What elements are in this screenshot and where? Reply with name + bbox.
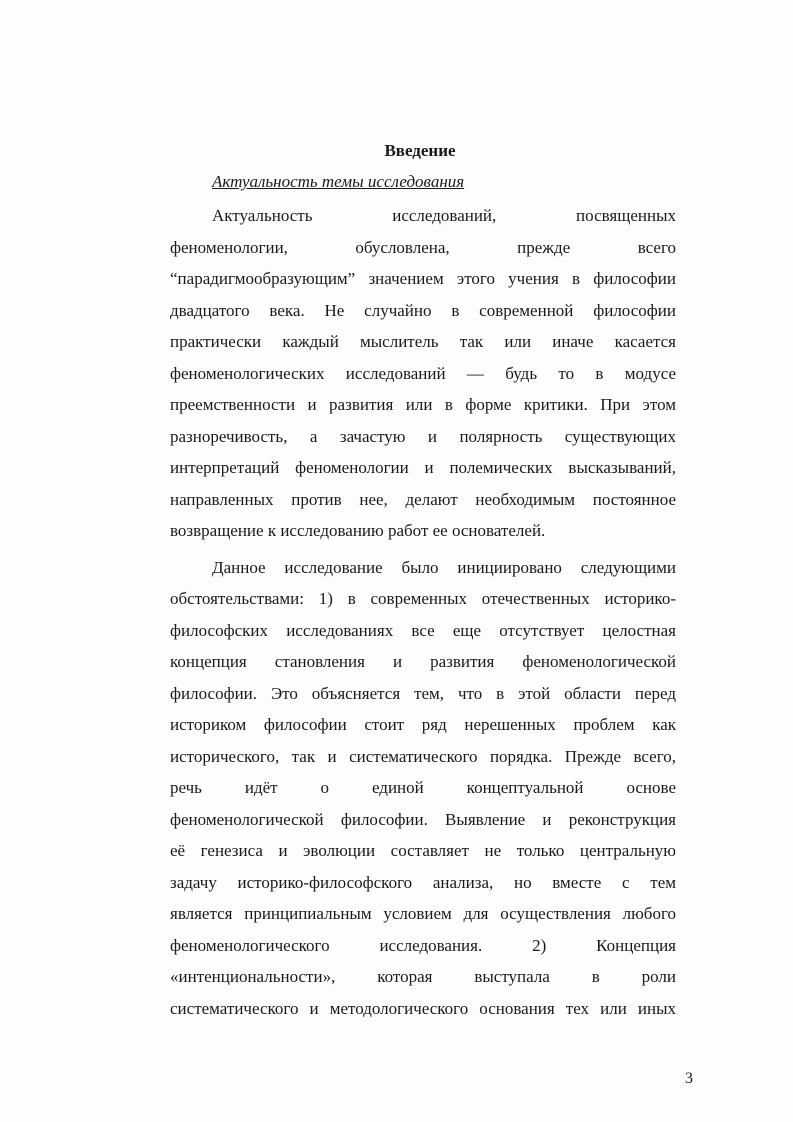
- text-line: интерпретаций феноменологии и полемических высказываний,: [170, 458, 676, 477]
- text-line: историком философии стоит ряд нерешенных проблем как: [170, 715, 676, 734]
- page-title: Введение: [384, 141, 456, 160]
- text-line: феноменологии, обусловлена, прежде всего: [170, 237, 676, 257]
- section-subtitle: Актуальность темы исследования: [212, 172, 465, 191]
- text-line: задачу историко-философского анализа, но вместе с тем: [170, 872, 676, 892]
- text-line: речь идёт о единой концептуальной основе: [170, 778, 676, 797]
- text-line: концепция становления и развития феноменологической: [170, 652, 676, 671]
- page-number: 3: [685, 1070, 693, 1087]
- text-line: Актуальность исследований, посвященных: [212, 206, 676, 225]
- text-line: является принципиальным условием для осуществления любого: [170, 904, 676, 923]
- text-line: феноменологической философии. Выявление и реконструкция: [170, 809, 676, 829]
- paragraph-2: [170, 552, 676, 1025]
- text-line: феноменологического исследования. 2) Концепция: [170, 935, 676, 955]
- text-line: философии. Это объясняется тем, что в этой области перед: [170, 683, 676, 703]
- text-line: преемственности и развития или в форме критики. При этом: [170, 395, 676, 414]
- paragraph-1: [170, 200, 676, 547]
- text-line: разноречивость, а зачастую и полярность существующих: [170, 426, 676, 446]
- text-line: “парадигмообразующим” значением этого учения в философии: [170, 269, 676, 288]
- text-line: Данное исследование было инициировано следующими: [212, 557, 676, 577]
- text-line: направленных против нее, делают необходимым постоянное: [170, 489, 676, 509]
- text-line: возвращение к исследованию работ ее основателей.: [170, 521, 546, 540]
- text-line: феноменологических исследований — будь то в модусе: [170, 363, 676, 383]
- text-line: двадцатого века. Не случайно в современной философии: [170, 300, 676, 320]
- text-line: практически каждый мыслитель так или иначе касается: [170, 332, 676, 351]
- text-line: систематического и методологического основания тех или иных: [170, 998, 676, 1018]
- text-line: её генезиса и эволюции составляет не только центральную: [170, 841, 676, 860]
- text-line: «интенциональности», которая выступала в роли: [170, 967, 676, 986]
- text-line: философских исследованиях все еще отсутствует целостная: [170, 620, 676, 640]
- text-line: обстоятельствами: 1) в современных отечественных историко-: [170, 589, 676, 608]
- text-line: исторического, так и систематического порядка. Прежде всего,: [170, 746, 676, 766]
- body-text: [170, 200, 676, 1024]
